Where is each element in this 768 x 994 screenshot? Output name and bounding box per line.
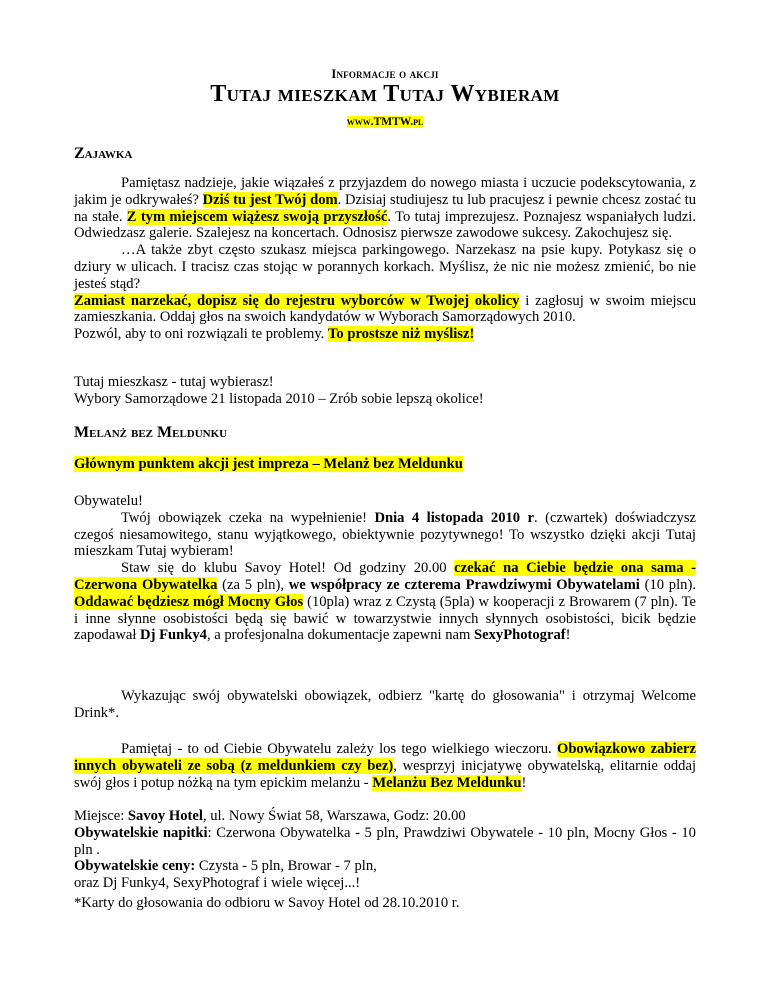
- website-url[interactable]: [74, 114, 696, 131]
- reminder-paragraph: [74, 741, 696, 791]
- text: Miejsce:: [74, 808, 128, 824]
- highlight: Głównym punktem akcji jest impreza – Melanż bez Meldunku: [74, 456, 463, 472]
- website-url-text[interactable]: www.TMTW.pl: [346, 116, 424, 128]
- lead-line: [74, 456, 696, 473]
- highlight: Oddawać będziesz mógł Mocny Głos: [74, 593, 304, 610]
- bold-text: Dj Funky4: [140, 627, 207, 644]
- greeting: Obywatelu!: [74, 493, 143, 509]
- label: Obywatelskie napitki: [74, 824, 208, 841]
- section-zajawka-body: [74, 175, 696, 343]
- extras-line: oraz Dj Funky4, SexyPhotograf i wiele więcej...!: [74, 875, 361, 892]
- prices-line: [74, 858, 696, 875]
- highlight: Zamiast narzekać, dopisz się do rejestru wyborców w Twojej okolicy: [74, 292, 520, 309]
- text: Twój obowiązek czeka na wypełnienie!: [121, 509, 375, 526]
- highlight: Dziś tu jest Twój dom: [202, 191, 338, 208]
- text: !: [521, 774, 527, 791]
- drinks-line: [74, 825, 696, 859]
- highlight: czekać na Ciebie będzie ona sama - Czerwona Obywatelka: [74, 560, 696, 593]
- section-heading-melanz: Melanż bez Meldunku: [74, 424, 228, 441]
- highlight: Z tym miejscem wiążesz swoją przyszłość: [126, 208, 388, 225]
- label: Obywatelskie ceny:: [74, 858, 196, 875]
- text: . To tutaj imprezujesz. Poznajesz wspaniałych ludzi. Odwiedzasz galerie. Szalejesz na koncertach. Odnosisz pierwsze zawodowe sukcesy. Zakochujesz się.: [74, 208, 697, 242]
- text: !: [565, 627, 571, 644]
- paragraph: [74, 293, 696, 343]
- text: Pamiętasz nadzieje, jakie wiązałeś z przyjazdem do nowego miasta i uczucie podekscytowania, z jakim je odkrywałeś?: [74, 175, 696, 208]
- text: Staw się do klubu Savoy Hotel! Od godziny 20.00: [121, 560, 455, 577]
- text: (10 pln).: [639, 576, 696, 593]
- event-details: [74, 808, 696, 892]
- text: Pozwól, aby to oni rozwiązali te problemy.: [74, 326, 328, 343]
- text: . (czwartek) doświadczysz czegoś niesamowitego, stanu wyjątkowego, obiektywnie pozytywnego! To wszystko dzięki akcji Tutaj mieszkam Tutaj wybieram!: [74, 509, 697, 560]
- paragraph: [74, 175, 696, 242]
- paragraph: [74, 560, 696, 644]
- paragraph: [74, 510, 696, 560]
- footnote: [74, 895, 696, 912]
- bold-text: we współpracy ze czterema Prawdziwymi Obywatelami: [288, 576, 640, 593]
- text: (10pla) wraz z Czystą (5pla) w kooperacji z Browarem (7 pln). Te i inne słynne osobistości będą się bawić w towarzystwie innych słynnych osobistości, bicik będzie zapodawał: [74, 593, 696, 644]
- welcome-paragraph: [74, 688, 696, 722]
- paragraph: Wykazując swój obywatelski obowiązek, odbierz "kartę do głosowania" i otrzymaj Welcome Drink*.: [74, 688, 696, 721]
- highlight: To prostsze niż myślisz!: [327, 326, 475, 343]
- text: : Czerwona Obywatelka - 5 pln, Prawdziwi Obywatele - 10 pln, Mocny Głos - 10 pln .: [74, 824, 696, 858]
- slogan-block: [74, 374, 696, 408]
- text: , a profesjonalna dokumentacje zapewni nam: [206, 627, 474, 644]
- text: Pamiętaj - to od Ciebie Obywatelu zależy los tego wielkiego wieczoru.: [121, 741, 557, 757]
- text: . Dzisiaj studiujesz tu lub pracujesz i pewnie chcesz zostać tu na stałe.: [74, 191, 696, 225]
- highlight: Obowiązkowo zabierz innych obywateli ze sobą (z meldunkiem czy bez): [74, 741, 696, 774]
- bold-text: SexyPhotograf: [474, 627, 566, 644]
- paragraph: …A także zbyt często szukasz miejsca parkingowego. Narzekasz na psie kupy. Potykasz się o dziury w ulicach. I tracisz czas stojąc w porannych korkach. Myślisz, że nic nie możesz zmienić, bo nie jesteś stąd?: [74, 242, 696, 292]
- section-melanz-body: [74, 493, 696, 644]
- highlight: Melanżu Bez Meldunku: [372, 774, 522, 791]
- slogan: Tutaj mieszkasz - tutaj wybierasz!: [74, 374, 274, 390]
- venue: Savoy Hotel: [127, 808, 203, 824]
- footnote-text: *Karty do głosowania do odbioru w Savoy Hotel od 28.10.2010 r.: [74, 895, 460, 911]
- kicker: Informacje o akcji: [331, 67, 439, 81]
- place-line: [74, 808, 696, 825]
- page-title: Tutaj mieszkam Tutaj Wybieram: [210, 81, 560, 107]
- section-heading-zajawka: Zajawka: [74, 145, 133, 162]
- text: Czysta - 5 pln, Browar - 7 pln,: [195, 858, 377, 875]
- date: Dnia 4 listopada 2010 r: [374, 509, 535, 526]
- text: (za 5 pln),: [217, 576, 289, 593]
- text: , wesprzyj inicjatywę obywatelską, elitarnie oddaj swój głos i potup nóżką na tym epickim melanżu -: [74, 757, 696, 791]
- text: i zagłosuj w swoim miejscu zamieszkania. Oddaj głos na swoich kandydatów w Wyborach Samorządowych 2010.: [74, 292, 696, 326]
- slogan: Wybory Samorządowe 21 listopada 2010 – Zrób sobie lepszą okolice!: [74, 390, 484, 407]
- text: , ul. Nowy Świat 58, Warszawa, Godz: 20.00: [202, 808, 466, 824]
